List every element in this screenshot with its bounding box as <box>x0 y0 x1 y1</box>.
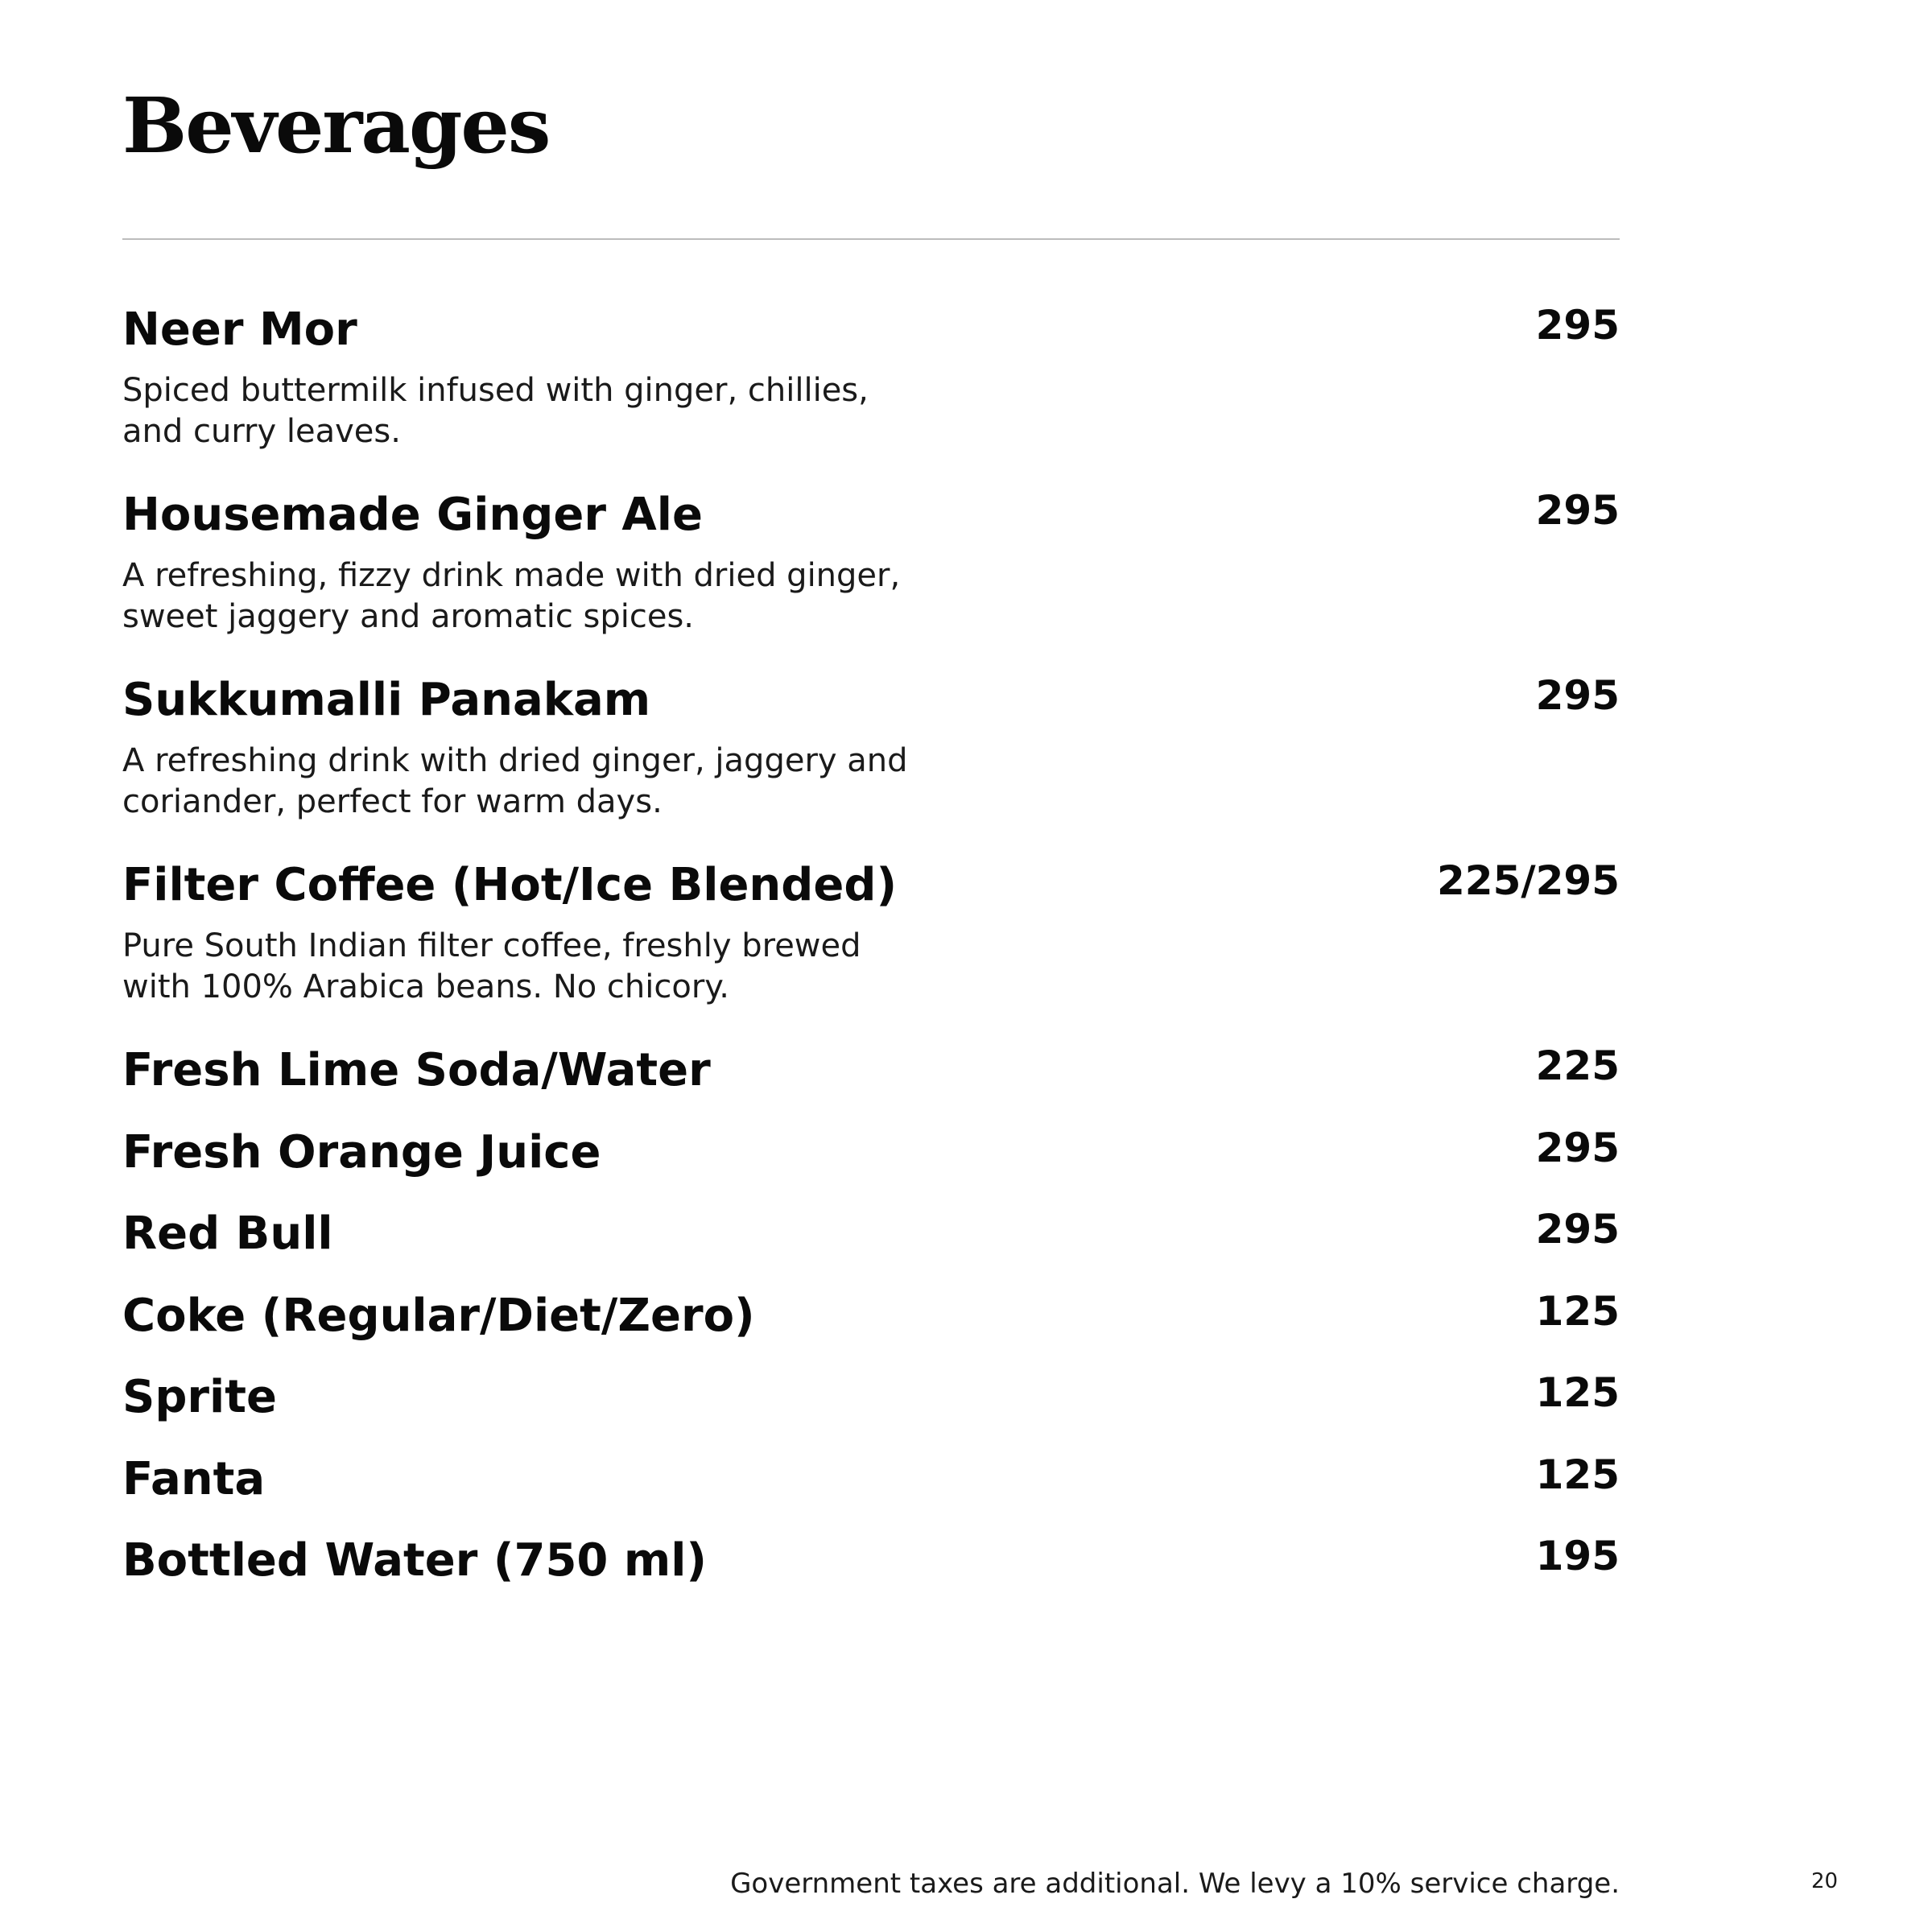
item-price: 125 <box>1535 1287 1620 1335</box>
page-number: 20 <box>1811 1869 1839 1893</box>
beverage-menu-list <box>122 298 1620 1611</box>
item-price: 125 <box>1535 1451 1620 1498</box>
item-name: Filter Coffee (Hot/Ice Blended) <box>122 859 898 911</box>
title-divider <box>122 238 1620 240</box>
item-name: Coke (Regular/Diet/Zero) <box>122 1289 755 1342</box>
item-name: Red Bull <box>122 1208 333 1260</box>
item-name: Fresh Orange Juice <box>122 1125 601 1179</box>
item-description <box>122 741 992 823</box>
item-price: 295 <box>1535 302 1620 349</box>
item-price: 225 <box>1535 1042 1620 1089</box>
menu-item-bottled-water <box>122 1529 1620 1611</box>
menu-item-sukkumalli-panakam <box>122 668 1620 853</box>
item-name: Neer Mor <box>122 303 357 356</box>
item-price: 125 <box>1535 1369 1620 1416</box>
item-price: 295 <box>1535 1124 1620 1171</box>
item-description <box>122 926 992 1008</box>
item-name: Bottled Water (750 ml) <box>122 1534 708 1587</box>
item-description-line: coriander, perfect for warm days. <box>122 783 663 820</box>
item-price: 295 <box>1535 1206 1620 1253</box>
menu-item-red-bull <box>122 1202 1620 1284</box>
item-price: 225/295 <box>1436 857 1620 904</box>
item-description <box>122 370 992 452</box>
item-description-line: sweet jaggery and aromatic spices. <box>122 598 695 635</box>
item-price: 295 <box>1535 487 1620 534</box>
item-price: 195 <box>1535 1533 1620 1579</box>
item-description-line: Spiced buttermilk infused with ginger, chillies, <box>122 372 869 409</box>
item-name: Sprite <box>122 1371 277 1423</box>
item-description <box>122 555 992 638</box>
item-description-line: Pure South Indian filter coffee, freshly brewed <box>122 927 861 964</box>
menu-item-fresh-orange-juice <box>122 1121 1620 1203</box>
item-description-line: with 100% Arabica beans. No chicory. <box>122 968 729 1005</box>
menu-item-filter-coffee <box>122 853 1620 1038</box>
page-title: Beverages <box>122 81 550 171</box>
item-description-line: A refreshing drink with dried ginger, jaggery and <box>122 742 908 779</box>
item-name: Housemade Ginger Ale <box>122 489 703 541</box>
menu-item-housemade-ginger-ale <box>122 483 1620 668</box>
menu-item-fanta <box>122 1447 1620 1530</box>
menu-item-fresh-lime-soda <box>122 1038 1620 1121</box>
item-name: Sukkumalli Panakam <box>122 674 651 726</box>
item-description-line: and curry leaves. <box>122 413 401 450</box>
item-description-line: A refreshing, fizzy drink made with dried ginger, <box>122 557 901 594</box>
item-name: Fanta <box>122 1452 266 1505</box>
item-name: Fresh Lime Soda/Water <box>122 1044 711 1096</box>
menu-item-coke <box>122 1284 1620 1366</box>
menu-item-neer-mor <box>122 298 1620 483</box>
menu-item-sprite <box>122 1365 1620 1447</box>
footer-tax-note: Government taxes are additional. We levy a 10% service charge. <box>730 1868 1620 1900</box>
item-price: 295 <box>1535 672 1620 719</box>
